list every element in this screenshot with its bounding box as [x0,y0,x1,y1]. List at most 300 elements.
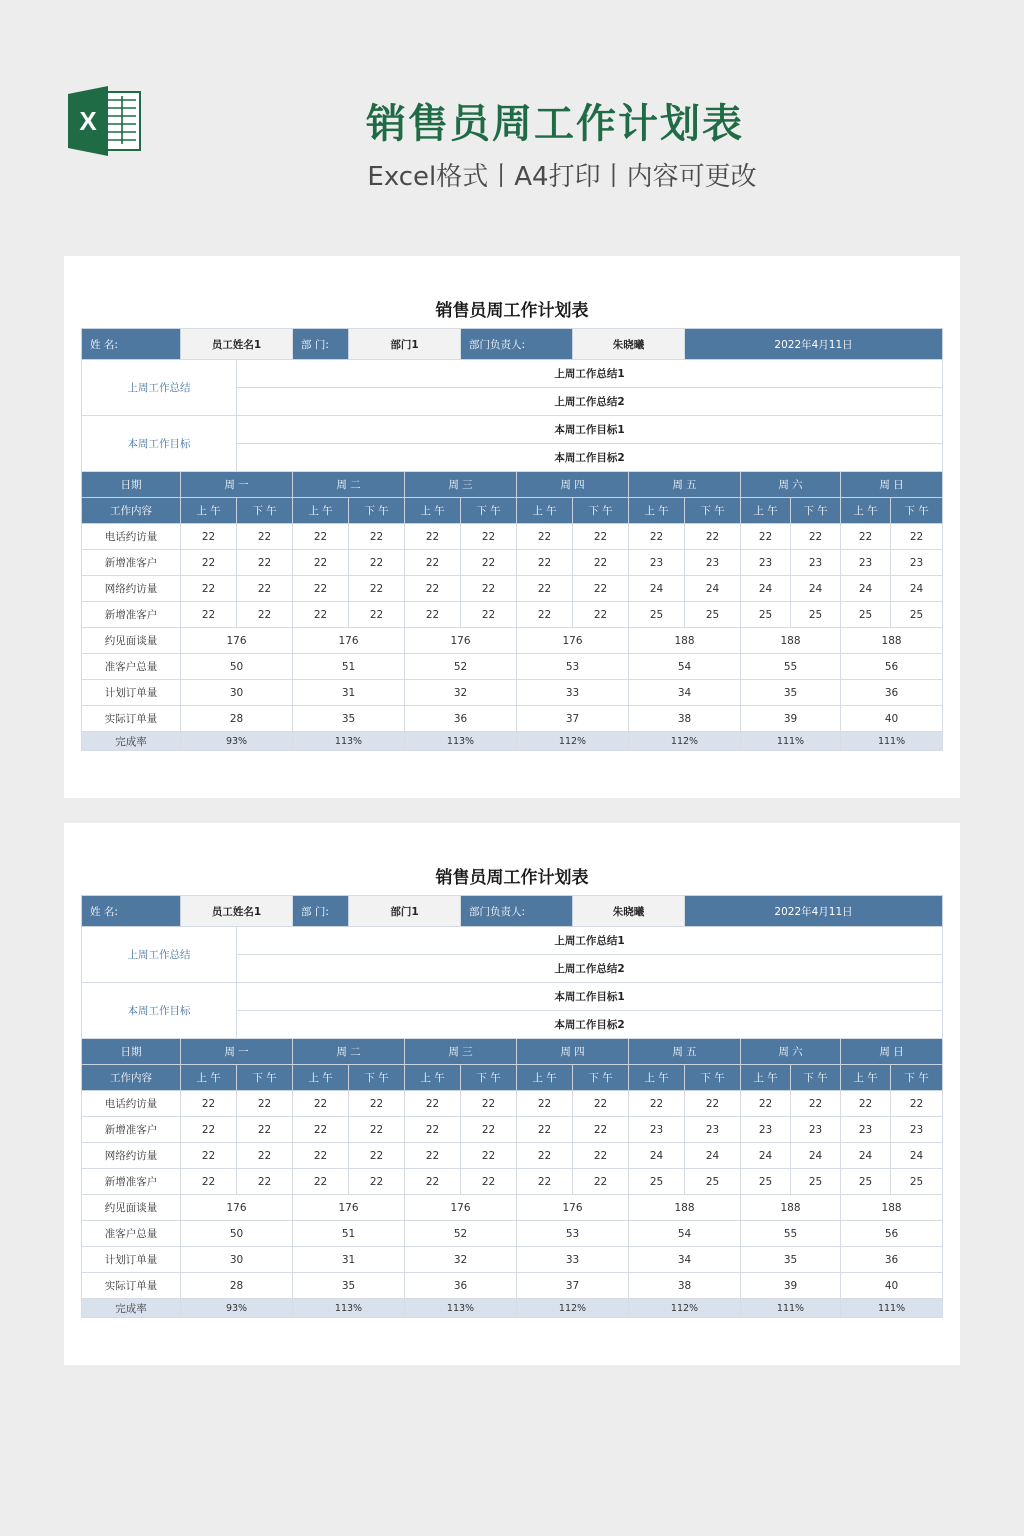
day-header: 周 四 [517,1039,629,1065]
rate-cell: 93% [181,732,293,751]
row-label: 新增准客户 [82,550,181,576]
value-cell[interactable]: 25 [791,1169,841,1195]
row-label: 实际订单量 [82,706,181,732]
value-cell[interactable]: 22 [405,1091,461,1117]
row-label: 新增准客户 [82,1117,181,1143]
pm-header: 下 午 [891,1065,943,1091]
value-cell[interactable]: 22 [349,1091,405,1117]
sheet-card [64,823,960,1365]
am-header: 上 午 [841,1065,891,1091]
am-header: 上 午 [517,1065,573,1091]
day-header: 周 四 [517,472,629,498]
table-row [82,1117,943,1143]
value-cell[interactable]: 24 [841,576,891,602]
content-header: 工作内容 [82,498,181,524]
pm-header: 下 午 [237,1065,293,1091]
value-cell[interactable]: 34 [629,1247,741,1273]
value-cell[interactable]: 22 [405,602,461,628]
value-cell[interactable]: 22 [841,1091,891,1117]
rate-cell: 112% [517,1299,629,1318]
value-cell[interactable]: 22 [293,550,349,576]
pm-header: 下 午 [573,498,629,524]
value-cell[interactable]: 22 [517,550,573,576]
value-cell[interactable]: 176 [293,1195,405,1221]
value-cell[interactable]: 22 [293,602,349,628]
value-cell[interactable]: 25 [841,602,891,628]
value-cell[interactable]: 22 [181,524,237,550]
value-cell[interactable]: 55 [741,654,841,680]
value-cell[interactable]: 22 [293,524,349,550]
value-cell[interactable]: 22 [573,524,629,550]
value-cell[interactable]: 22 [461,1169,517,1195]
pm-header: 下 午 [685,1065,741,1091]
value-cell[interactable]: 24 [791,1143,841,1169]
pm-header: 下 午 [791,1065,841,1091]
rate-cell: 111% [841,1299,943,1318]
value-cell[interactable]: 52 [405,1221,517,1247]
date-header: 日期 [82,472,181,498]
this-week-label: 本周工作目标 [82,416,237,472]
value-cell[interactable]: 23 [841,1117,891,1143]
value-cell[interactable]: 23 [891,1117,943,1143]
value-cell[interactable]: 36 [841,1247,943,1273]
day-header: 周 六 [741,1039,841,1065]
day-header: 周 五 [629,472,741,498]
sheet-card [64,256,960,798]
value-cell[interactable]: 53 [517,654,629,680]
row-label: 计划订单量 [82,1247,181,1273]
value-cell[interactable]: 23 [629,550,685,576]
value-cell[interactable]: 22 [461,576,517,602]
value-cell[interactable]: 22 [181,602,237,628]
date-cell[interactable]: 2022年4月11日 [685,896,943,927]
value-cell[interactable]: 22 [293,1143,349,1169]
info-row [82,329,943,360]
value-cell[interactable]: 25 [629,1169,685,1195]
value-cell[interactable]: 22 [349,524,405,550]
value-cell[interactable]: 22 [237,524,293,550]
this-week-item[interactable]: 本周工作目标1 [237,416,943,444]
am-header: 上 午 [841,498,891,524]
value-cell[interactable]: 22 [573,1117,629,1143]
rate-row [82,1299,943,1318]
rate-label: 完成率 [82,732,181,751]
name-value[interactable]: 员工姓名1 [181,896,293,927]
row-label: 新增准客户 [82,602,181,628]
dept-value[interactable]: 部门1 [349,896,461,927]
last-week-item[interactable]: 上周工作总结1 [237,927,943,955]
rate-cell: 112% [629,1299,741,1318]
value-cell[interactable]: 22 [237,1143,293,1169]
value-cell[interactable]: 188 [841,1195,943,1221]
value-cell[interactable]: 22 [237,576,293,602]
name-label: 姓 名: [82,896,181,927]
value-cell[interactable]: 40 [841,1273,943,1299]
this-week-item[interactable]: 本周工作目标2 [237,1011,943,1039]
row-label: 约见面谈量 [82,628,181,654]
row-label: 电话约访量 [82,1091,181,1117]
value-cell[interactable]: 39 [741,706,841,732]
value-cell[interactable]: 39 [741,1273,841,1299]
value-cell[interactable]: 22 [573,602,629,628]
value-cell[interactable]: 40 [841,706,943,732]
pm-header: 下 午 [461,1065,517,1091]
value-cell[interactable]: 22 [461,550,517,576]
dept-label: 部 门: [293,896,349,927]
value-cell[interactable]: 22 [181,1091,237,1117]
rate-cell: 113% [293,732,405,751]
value-cell[interactable]: 176 [405,1195,517,1221]
value-cell[interactable]: 32 [405,1247,517,1273]
last-week-item[interactable]: 上周工作总结1 [237,360,943,388]
value-cell[interactable]: 50 [181,654,293,680]
value-cell[interactable]: 22 [461,602,517,628]
last-week-label: 上周工作总结 [82,927,237,983]
value-cell[interactable]: 33 [517,680,629,706]
pm-header: 下 午 [573,1065,629,1091]
value-cell[interactable]: 24 [891,1143,943,1169]
value-cell[interactable]: 36 [405,706,517,732]
value-cell[interactable]: 37 [517,706,629,732]
value-cell[interactable]: 23 [629,1117,685,1143]
rate-cell: 113% [293,1299,405,1318]
value-cell[interactable]: 22 [405,550,461,576]
am-header: 上 午 [181,498,237,524]
value-cell[interactable]: 176 [405,628,517,654]
value-cell[interactable]: 35 [741,680,841,706]
value-cell[interactable]: 31 [293,1247,405,1273]
table-row [82,1273,943,1299]
value-cell[interactable]: 23 [841,550,891,576]
day-header: 周 六 [741,472,841,498]
value-cell[interactable]: 24 [685,1143,741,1169]
rate-cell: 113% [405,1299,517,1318]
rate-cell: 112% [629,732,741,751]
value-cell[interactable]: 22 [349,550,405,576]
last-week-label: 上周工作总结 [82,360,237,416]
pm-header: 下 午 [685,498,741,524]
svg-text:X: X [79,106,97,136]
content-header: 工作内容 [82,1065,181,1091]
table-row [82,1247,943,1273]
value-cell[interactable]: 23 [685,1117,741,1143]
value-cell[interactable]: 23 [891,550,943,576]
table-row [82,1195,943,1221]
value-cell[interactable]: 37 [517,1273,629,1299]
value-cell[interactable]: 30 [181,1247,293,1273]
this-week-item[interactable]: 本周工作目标1 [237,983,943,1011]
row-label: 约见面谈量 [82,1195,181,1221]
dept-value[interactable]: 部门1 [349,329,461,360]
pm-header: 下 午 [461,498,517,524]
value-cell[interactable]: 188 [629,628,741,654]
dept-label: 部 门: [293,329,349,360]
am-header: 上 午 [181,1065,237,1091]
value-cell[interactable]: 22 [517,576,573,602]
value-cell[interactable]: 24 [891,576,943,602]
value-cell[interactable]: 22 [573,1169,629,1195]
value-cell[interactable]: 54 [629,1221,741,1247]
last-week-item[interactable]: 上周工作总结2 [237,388,943,416]
value-cell[interactable]: 25 [841,1169,891,1195]
value-cell[interactable]: 24 [791,576,841,602]
value-cell[interactable]: 25 [791,602,841,628]
plan-table [81,328,943,751]
value-cell[interactable]: 22 [181,1117,237,1143]
value-cell[interactable]: 22 [181,1169,237,1195]
row-label: 电话约访量 [82,524,181,550]
value-cell[interactable]: 22 [517,524,573,550]
name-value[interactable]: 员工姓名1 [181,329,293,360]
value-cell[interactable]: 23 [791,550,841,576]
value-cell[interactable]: 22 [685,1091,741,1117]
value-cell[interactable]: 22 [181,1143,237,1169]
value-cell[interactable]: 22 [791,524,841,550]
am-header: 上 午 [293,1065,349,1091]
value-cell[interactable]: 25 [685,1169,741,1195]
value-cell[interactable]: 36 [405,1273,517,1299]
value-cell[interactable]: 22 [741,1091,791,1117]
day-header: 周 一 [181,472,293,498]
day-header-row [82,472,943,498]
value-cell[interactable]: 30 [181,680,293,706]
value-cell[interactable]: 22 [517,1117,573,1143]
value-cell[interactable]: 188 [629,1195,741,1221]
value-cell[interactable]: 22 [237,1169,293,1195]
rate-cell: 112% [517,732,629,751]
row-label: 网络约访量 [82,576,181,602]
value-cell[interactable]: 38 [629,706,741,732]
am-header: 上 午 [405,498,461,524]
value-cell[interactable]: 176 [517,1195,629,1221]
value-cell[interactable]: 22 [629,1091,685,1117]
value-cell[interactable]: 56 [841,654,943,680]
manager-label: 部门负责人: [461,896,573,927]
value-cell[interactable]: 22 [237,1117,293,1143]
table-row [82,628,943,654]
value-cell[interactable]: 22 [461,1091,517,1117]
value-cell[interactable]: 24 [741,576,791,602]
this-week-label: 本周工作目标 [82,983,237,1039]
rate-row [82,732,943,751]
table-row [82,654,943,680]
value-cell[interactable]: 23 [685,550,741,576]
am-header: 上 午 [629,1065,685,1091]
value-cell[interactable]: 23 [791,1117,841,1143]
am-header: 上 午 [293,498,349,524]
day-header: 周 日 [841,1039,943,1065]
value-cell[interactable]: 22 [293,1117,349,1143]
value-cell[interactable]: 32 [405,680,517,706]
value-cell[interactable]: 22 [405,1169,461,1195]
value-cell[interactable]: 22 [237,602,293,628]
value-cell[interactable]: 55 [741,1221,841,1247]
value-cell[interactable]: 22 [181,576,237,602]
table-row [82,1221,943,1247]
day-header: 周 二 [293,1039,405,1065]
row-label: 新增准客户 [82,1169,181,1195]
value-cell[interactable]: 22 [349,1117,405,1143]
value-cell[interactable]: 188 [741,1195,841,1221]
value-cell[interactable]: 22 [349,1143,405,1169]
value-cell[interactable]: 51 [293,1221,405,1247]
value-cell[interactable]: 25 [891,1169,943,1195]
row-label: 准客户总量 [82,654,181,680]
value-cell[interactable]: 24 [685,576,741,602]
am-header: 上 午 [629,498,685,524]
value-cell[interactable]: 56 [841,1221,943,1247]
value-cell[interactable]: 188 [841,628,943,654]
am-header: 上 午 [405,1065,461,1091]
table-row [82,524,943,550]
rate-cell: 111% [741,1299,841,1318]
value-cell[interactable]: 188 [741,628,841,654]
am-header: 上 午 [741,1065,791,1091]
value-cell[interactable]: 22 [685,524,741,550]
day-header: 周 二 [293,472,405,498]
value-cell[interactable]: 22 [405,1143,461,1169]
value-cell[interactable]: 25 [741,602,791,628]
last-week-item[interactable]: 上周工作总结2 [237,955,943,983]
am-header: 上 午 [741,498,791,524]
value-cell[interactable]: 22 [293,1091,349,1117]
info-row [82,896,943,927]
value-cell[interactable]: 22 [791,1091,841,1117]
value-cell[interactable]: 22 [517,1091,573,1117]
value-cell[interactable]: 24 [841,1143,891,1169]
value-cell[interactable]: 22 [461,1143,517,1169]
value-cell[interactable]: 22 [349,576,405,602]
value-cell[interactable]: 23 [741,550,791,576]
value-cell[interactable]: 22 [517,1169,573,1195]
value-cell[interactable]: 33 [517,1247,629,1273]
value-cell[interactable]: 22 [891,1091,943,1117]
this-week-item[interactable]: 本周工作目标2 [237,444,943,472]
sheet-title: 销售员周工作计划表 [435,301,589,321]
value-cell[interactable]: 24 [629,576,685,602]
page-subtitle: Excel格式丨A4打印丨内容可更改 [367,162,757,192]
manager-value[interactable]: 朱晓曦 [573,329,685,360]
table-row [82,1143,943,1169]
value-cell[interactable]: 176 [181,1195,293,1221]
day-header: 周 一 [181,1039,293,1065]
pm-header: 下 午 [891,498,943,524]
value-cell[interactable]: 22 [461,1117,517,1143]
value-cell[interactable]: 23 [741,1117,791,1143]
rate-cell: 93% [181,1299,293,1318]
value-cell[interactable]: 22 [405,524,461,550]
value-cell[interactable]: 22 [573,1143,629,1169]
value-cell[interactable]: 22 [741,524,791,550]
value-cell[interactable]: 28 [181,706,293,732]
table-row [82,602,943,628]
value-cell[interactable]: 176 [517,628,629,654]
value-cell[interactable]: 22 [181,550,237,576]
table-row [82,1169,943,1195]
value-cell[interactable]: 25 [629,602,685,628]
day-header: 周 三 [405,472,517,498]
table-row [82,576,943,602]
value-cell[interactable]: 22 [629,524,685,550]
value-cell[interactable]: 22 [405,1117,461,1143]
half-header-row [82,1065,943,1091]
value-cell[interactable]: 25 [741,1169,791,1195]
value-cell[interactable]: 52 [405,654,517,680]
value-cell[interactable]: 35 [741,1247,841,1273]
value-cell[interactable]: 22 [349,602,405,628]
value-cell[interactable]: 176 [181,628,293,654]
value-cell[interactable]: 22 [349,1169,405,1195]
value-cell[interactable]: 22 [517,1143,573,1169]
value-cell[interactable]: 31 [293,680,405,706]
value-cell[interactable]: 51 [293,654,405,680]
pm-header: 下 午 [791,498,841,524]
value-cell[interactable]: 22 [237,1091,293,1117]
sheet-title: 销售员周工作计划表 [435,868,589,888]
value-cell[interactable]: 22 [891,524,943,550]
am-header: 上 午 [517,498,573,524]
rate-cell: 113% [405,732,517,751]
value-cell[interactable]: 22 [841,524,891,550]
date-cell[interactable]: 2022年4月11日 [685,329,943,360]
value-cell[interactable]: 176 [293,628,405,654]
row-label: 计划订单量 [82,680,181,706]
rate-cell: 111% [741,732,841,751]
day-header: 周 三 [405,1039,517,1065]
day-header-row [82,1039,943,1065]
value-cell[interactable]: 53 [517,1221,629,1247]
manager-label: 部门负责人: [461,329,573,360]
value-cell[interactable]: 22 [573,550,629,576]
plan-table [81,895,943,1318]
value-cell[interactable]: 22 [237,550,293,576]
value-cell[interactable]: 50 [181,1221,293,1247]
value-cell[interactable]: 54 [629,654,741,680]
manager-value[interactable]: 朱晓曦 [573,896,685,927]
rate-label: 完成率 [82,1299,181,1318]
value-cell[interactable]: 36 [841,680,943,706]
row-label: 实际订单量 [82,1273,181,1299]
row-label: 准客户总量 [82,1221,181,1247]
name-label: 姓 名: [82,329,181,360]
value-cell[interactable]: 22 [573,1091,629,1117]
value-cell[interactable]: 35 [293,1273,405,1299]
value-cell[interactable]: 25 [891,602,943,628]
pm-header: 下 午 [237,498,293,524]
row-label: 网络约访量 [82,1143,181,1169]
value-cell[interactable]: 22 [293,576,349,602]
value-cell[interactable]: 22 [461,524,517,550]
day-header: 周 五 [629,1039,741,1065]
value-cell[interactable]: 34 [629,680,741,706]
pm-header: 下 午 [349,1065,405,1091]
date-header: 日期 [82,1039,181,1065]
value-cell[interactable]: 22 [405,576,461,602]
value-cell[interactable]: 22 [573,576,629,602]
value-cell[interactable]: 22 [517,602,573,628]
table-row [82,550,943,576]
value-cell[interactable]: 35 [293,706,405,732]
value-cell[interactable]: 24 [741,1143,791,1169]
value-cell[interactable]: 25 [685,602,741,628]
value-cell[interactable]: 24 [629,1143,685,1169]
value-cell[interactable]: 28 [181,1273,293,1299]
value-cell[interactable]: 22 [293,1169,349,1195]
half-header-row [82,498,943,524]
value-cell[interactable]: 38 [629,1273,741,1299]
page-title: 销售员周工作计划表 [366,101,744,147]
rate-cell: 111% [841,732,943,751]
